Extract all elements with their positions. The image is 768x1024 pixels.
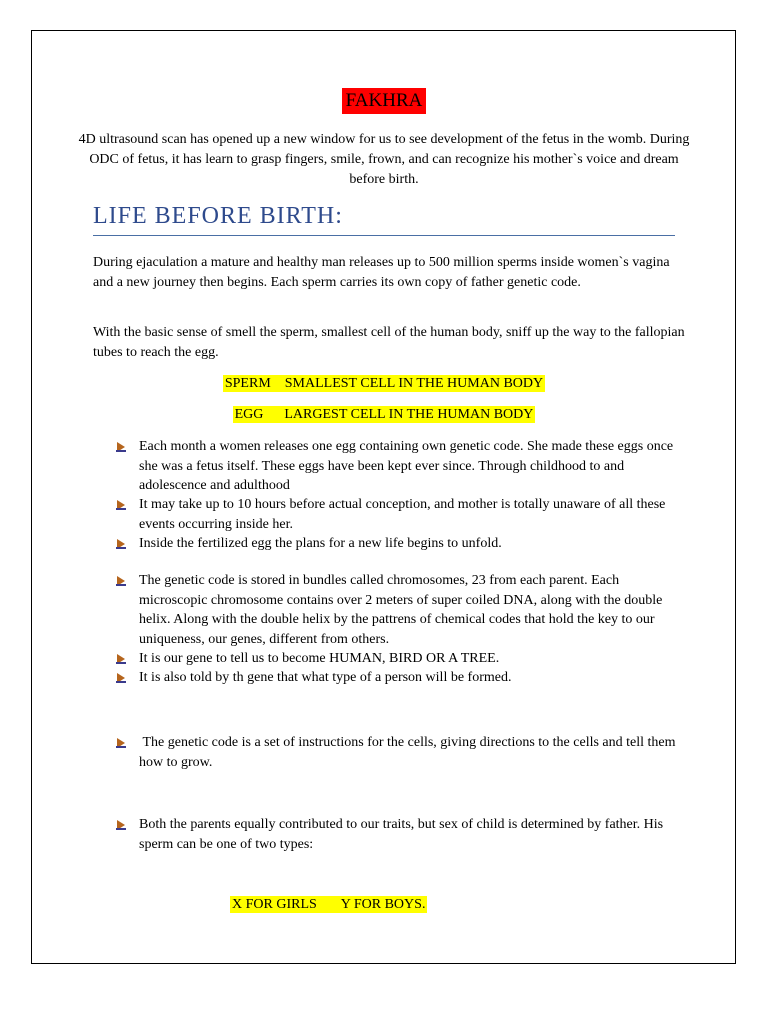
bullet-text: Both the parents equally contributed to our traits, but sex of child is determined by father. His sperm can be one of two types: bbox=[139, 817, 664, 852]
bullet-text: It may take up to 10 hours before actual conception, and mother is totally unaware of all these events occurring inside her. bbox=[139, 497, 666, 532]
bullet-text: The genetic code is stored in bundles called chromosomes, 23 from each parent. Each microscopic chromosome contains over 2 meters of super coiled DNA, along with the double helix. Along with the double helix by the pattrens of chemical codes that hold the key to our uniqueness, our genes, different from others. bbox=[139, 573, 663, 647]
arrow-bullet-icon bbox=[115, 737, 127, 749]
bullet-text: Each month a women releases one egg containing own genetic code. She made these eggs once she was a fetus itself. These eggs have been kept ever since. Through childhood to and adolescence and adulthood bbox=[139, 439, 674, 493]
arrow-bullet-icon bbox=[115, 819, 127, 831]
document-title: FAKHRA bbox=[342, 88, 427, 114]
arrow-bullet-icon bbox=[115, 441, 127, 453]
arrow-bullet-icon bbox=[115, 538, 127, 550]
highlight-egg: EGG LARGEST CELL IN THE HUMAN BODY bbox=[234, 407, 534, 422]
list-item bbox=[115, 571, 685, 649]
list-item bbox=[115, 733, 685, 772]
paragraph-ejaculation: During ejaculation a mature and healthy man releases up to 500 million sperms inside women`s vagina and a new journey then begins. Each sperm carries its own copy of father genetic code. bbox=[93, 255, 670, 290]
highlight-xy: X FOR GIRLS Y FOR BOYS. bbox=[232, 897, 426, 912]
arrow-bullet-icon bbox=[115, 653, 127, 665]
highlight-egg-line bbox=[0, 405, 768, 425]
arrow-bullet-icon bbox=[115, 499, 127, 511]
paragraph-sperm-smell: With the basic sense of smell the sperm, smallest cell of the human body, sniff up the way to the fallopian tubes to reach the egg. bbox=[93, 325, 685, 360]
intro-paragraph: 4D ultrasound scan has opened up a new window for us to see development of the fetus in the womb. During ODC of fetus, it has learn to grasp fingers, smile, frown, and can recognize his mother`s voice and dream before birth. bbox=[78, 132, 690, 187]
highlight-sperm: SPERM SMALLEST CELL IN THE HUMAN BODY bbox=[224, 376, 544, 391]
list-item bbox=[115, 437, 685, 496]
list-item bbox=[115, 534, 685, 554]
list-item bbox=[115, 815, 685, 854]
bullet-text: It is our gene to tell us to become HUMAN, BIRD OR A TREE. bbox=[139, 651, 500, 666]
title-container bbox=[0, 88, 768, 114]
arrow-bullet-icon bbox=[115, 672, 127, 684]
highlight-sperm-line bbox=[0, 374, 768, 394]
bullet-text: Inside the fertilized egg the plans for a new life begins to unfold. bbox=[139, 536, 502, 551]
bullet-text: The genetic code is a set of instructions for the cells, giving directions to the cells and tell them how to grow. bbox=[139, 735, 680, 770]
heading-rule bbox=[93, 235, 675, 236]
section-heading: LIFE BEFORE BIRTH: bbox=[93, 203, 343, 229]
list-item bbox=[115, 649, 685, 669]
highlight-xy-line bbox=[230, 895, 427, 915]
bullet-text: It is also told by th gene that what type of a person will be formed. bbox=[139, 670, 512, 685]
list-item bbox=[115, 495, 685, 534]
arrow-bullet-icon bbox=[115, 575, 127, 587]
list-item bbox=[115, 668, 685, 688]
